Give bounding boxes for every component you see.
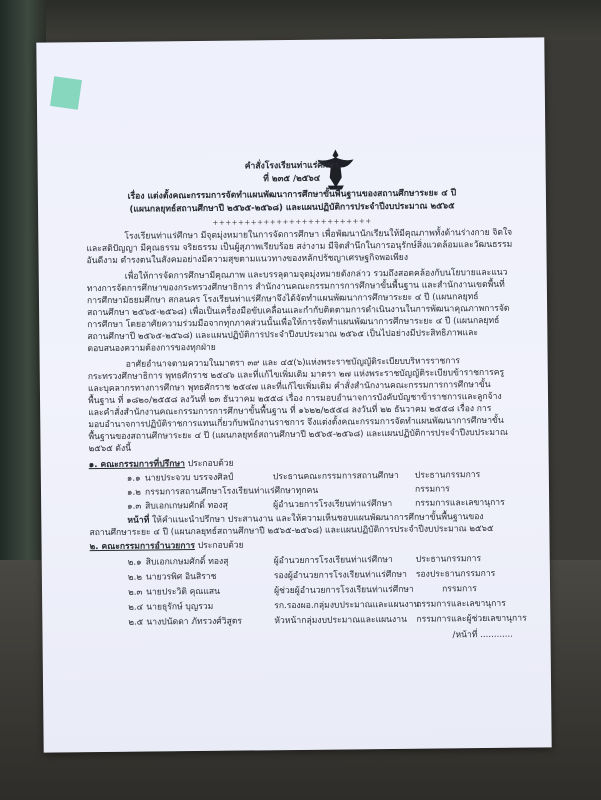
para3-line: พื้นฐาน ที่ ๑๘๒๐/๒๕๕๘ ลงวันที่ ๒๓ ธันวาคม ๒๕๕๘ เรื่อง การมอบอำนาจการบังคับบัญชาข้าราชการและลูกจ้าง	[88, 391, 502, 407]
section1-duty-label: หน้าที่	[127, 515, 150, 526]
section2-row-name: สิบเอกเกษมศักดิ์ ทองสุ	[145, 556, 229, 568]
section2-row-num: ๒.๑	[127, 557, 142, 568]
document-number: ที่ ๒๓๕ /๒๕๖๔	[263, 173, 321, 185]
para2-line: ทางการจัดการศึกษาของกระทรวงศึกษาธิการ สำนักงานคณะกรรมการการศึกษาขั้นพื้นฐาน และสำนักงานเขตพื้นที่	[86, 279, 505, 295]
separator-line: +++++++++++++++++++++++++	[212, 217, 372, 227]
sticky-note	[50, 76, 82, 110]
section2-row-role: กรรมการและผู้ช่วยเลขานุการ	[416, 613, 527, 625]
section1-duty-line-2: สถานศึกษาระยะ ๔ ปี (แผนกลยุทธ์สถานศึกษาปี ๒๕๖๕-๒๕๖๘) และแผนปฏิบัติการประจำปีงบประมาณ ๒๕๖๕	[89, 523, 494, 539]
section1-heading-row	[89, 459, 234, 472]
para3-line: กระทรวงศึกษาธิการ พุทธศักราช ๒๕๔๖ และที่แก้ไขเพิ่มเติม มาตรา ๒๗ แห่งพระราชบัญญัติระเบียบข้าราชการครู	[87, 367, 505, 383]
section2-row-position: หัวหน้ากลุ่มงบประมาณและแผนงาน	[274, 614, 407, 627]
section2-row-role: ประธานกรรมการ	[415, 554, 482, 565]
section1-row-name: สิบเอกเกษมศักดิ์ ทองสุ	[145, 500, 228, 512]
section2-row-position: รองผู้อำนวยการโรงเรียนท่าแร่ศึกษา	[273, 569, 408, 582]
section2-row-role: กรรมการและเลขานุการ	[416, 598, 506, 610]
para3-line: และบุคลากรทางการศึกษา พุทธศักราช ๒๕๔๗ และที่แก้ไขเพิ่มเติม คำสั่งสำนักงานคณะกรรมการการศึกษาขั้น	[87, 379, 491, 395]
section2-row-name: นายประวิติ คุณแสน	[146, 586, 221, 598]
subject-line-2: (แผนกลยุทธ์สถานศึกษาปี ๒๕๖๕-๒๕๖๘) และแผนปฏิบัติการประจำปีงบประมาณ ๒๕๖๕	[129, 201, 455, 215]
section1-row-role: กรรมการและเลขานุการ	[415, 497, 505, 509]
para2-line: การศึกษามัธยมศึกษา สกลนคร โรงเรียนท่าแร่ศึกษาจึงได้จัดทำแผนพัฒนาการศึกษาระยะ ๔ ปี (แผนกลยุทธ์	[86, 292, 479, 307]
section2-row-role: กรรมการ	[441, 584, 477, 595]
section2-heading-suffix: ประกอบด้วย	[197, 540, 244, 552]
section1-row-position: ประธานคณะกรรมการสถานศึกษา	[272, 470, 399, 483]
section2-row-num: ๒.๓	[128, 587, 143, 598]
section2-row-position: ผู้อำนวยการโรงเรียนท่าแร่ศึกษา	[273, 554, 393, 567]
para3-line: ๒๕๖๕ ดังนี้	[88, 443, 132, 455]
section1-row-position: ผู้อำนวยการโรงเรียนท่าแร่ศึกษา	[273, 498, 393, 511]
section2-row-num: ๒.๔	[128, 602, 144, 613]
para2-line: เพื่อให้การจัดการศึกษามีคุณภาพ และบรรลุตามจุดมุ่งหมายดังกล่าว รวมถึงสอดคล้องกับนโยบายและแนว	[124, 267, 508, 282]
section2-heading-row	[90, 541, 244, 554]
section1-heading-suffix: ประกอบด้วย	[187, 458, 234, 470]
section1-row-name: นายประจวบ บรรจงศิลป์	[144, 472, 234, 484]
section1-row-role: กรรมการ	[414, 484, 450, 495]
section2-heading: ๒. คณะกรรมการอำนวยการ	[89, 541, 196, 553]
para3-line: และคำสั่งสำนักงานคณะกรรมการการศึกษาขั้นพื้นฐาน ที่ ๑๖๒๒/๒๕๕๘ ลงวันที่ ๒๒ ธันวาคม ๒๕๕๘ เรื่อง การ	[88, 403, 492, 419]
section2-row-role: รองประธานกรรมการ	[415, 568, 496, 580]
section1-row-num: ๑.๓	[127, 501, 142, 512]
section1-row-num: ๑.๒	[126, 487, 141, 498]
document-page	[36, 37, 551, 752]
para2-line: การศึกษา โดยอาศัยความร่วมมือจากทุกภาคส่วนนั้นเพื่อให้การจัดทำแผนพัฒนาการศึกษาระยะ ๔ ปี (แผนกลยุทธ์	[87, 315, 500, 331]
section2-row-name: นายวรพิศ อินสิราช	[145, 571, 217, 583]
section1-row-role: ประธานกรรมการ	[414, 470, 481, 481]
section2-row-name: นายธุรักษ์ บุญรวม	[146, 601, 214, 613]
para1-line: อันดีงาม ดำรงตนในสังคมอย่างมีความสุขตามแนวทางของหลักปรัชญาเศรษฐกิจพอเพียง	[86, 252, 409, 267]
section1-heading: ๑. คณะกรรมการที่ปรึกษา	[88, 459, 186, 471]
para1-line: และสติปัญญา มีคุณธรรม จริยธรรม เป็นผู้สุภาพเรียบร้อย สง่างาม มีจิตสำนึกในการอนุรักษ์สิ่งแวดล้อมและวัฒนธรรม	[86, 239, 513, 255]
subject-line-1: เรื่อง แต่งตั้งคณะกรรมการจัดทำแผนพัฒนาการศึกษาขั้นพื้นฐานของสถานศึกษาระยะ ๔ ปี	[127, 188, 457, 202]
para1-line: โรงเรียนท่าแร่ศึกษา มีจุดมุ่งหมายในการจัดการศึกษา เพื่อพัฒนานักเรียนให้มีคุณภาพทั้งด้านร่างกาย จิตใจ	[124, 227, 513, 242]
section2-row-num: ๒.๕	[128, 617, 144, 628]
section2-row-position: ผู้ช่วยผู้อำนวยการโรงเรียนท่าแร่ศึกษา	[274, 584, 414, 597]
section1-duty-text: ให้คำแนะนำปรึกษา ประสานงาน และให้ความเห็นชอบแผนพัฒนาการศึกษาขั้นพื้นฐานของ	[152, 512, 484, 526]
section2-row-name: นางปนัดดา ภัทรวงศ์วิสูตร	[146, 616, 243, 628]
background-top	[0, 0, 601, 40]
section1-row-num: ๑.๑	[126, 473, 141, 484]
para3-line: พื้นฐานของสถานศึกษาระยะ ๔ ปี (แผนกลยุทธ์สถานศึกษาปี ๒๕๖๕-๒๕๖๘) และแผนปฏิบัติการประจำปีงบประมาณ	[88, 427, 508, 443]
section2-row-position: รก.รองผอ.กลุ่มงบประมาณและแผนงาน	[274, 599, 420, 612]
section2-row-num: ๒.๒	[127, 572, 143, 583]
para2-line: สถานศึกษาปี ๒๕๖๕-๒๕๖๘) และแผนปฏิบัติการประจำปีงบประมาณ ๒๕๖๕ เป็นไปอย่างมีประสิทธิภาพและ	[87, 328, 478, 343]
document-title: คำสั่งโรงเรียนท่าแร่ศึกษา	[244, 160, 339, 172]
section1-row-name: กรรมการสถานศึกษาโรงเรียนท่าแร่ศึกษาทุกคน	[144, 485, 319, 498]
para2-line: สถานศึกษา ๒๕๖๕-๒๕๖๘) เพื่อเป็นเครื่องมือขับเคลื่อนและกำกับติดตามการดำเนินงานในการพัฒนาคุณภาพการจัด	[87, 303, 510, 319]
para3-line: มอบอำนาจการปฏิบัติราชการแทนเกี่ยวกับพนักงานราชการ จึงแต่งตั้งคณะกรรมการจัดทำแผนพัฒนาการศึกษาขั้น	[88, 415, 504, 431]
para2-line: ตอบสนองความต้องการของทุกฝ่าย	[87, 342, 216, 355]
next-page-marker: /หน้าที่ ............	[452, 629, 514, 641]
para3-line: อาศัยอำนาจตามความในมาตรา ๓๙ และ ๔๕(๖)แห่งพระราชบัญญัติระเบียบบริหารราชการ	[125, 356, 461, 370]
